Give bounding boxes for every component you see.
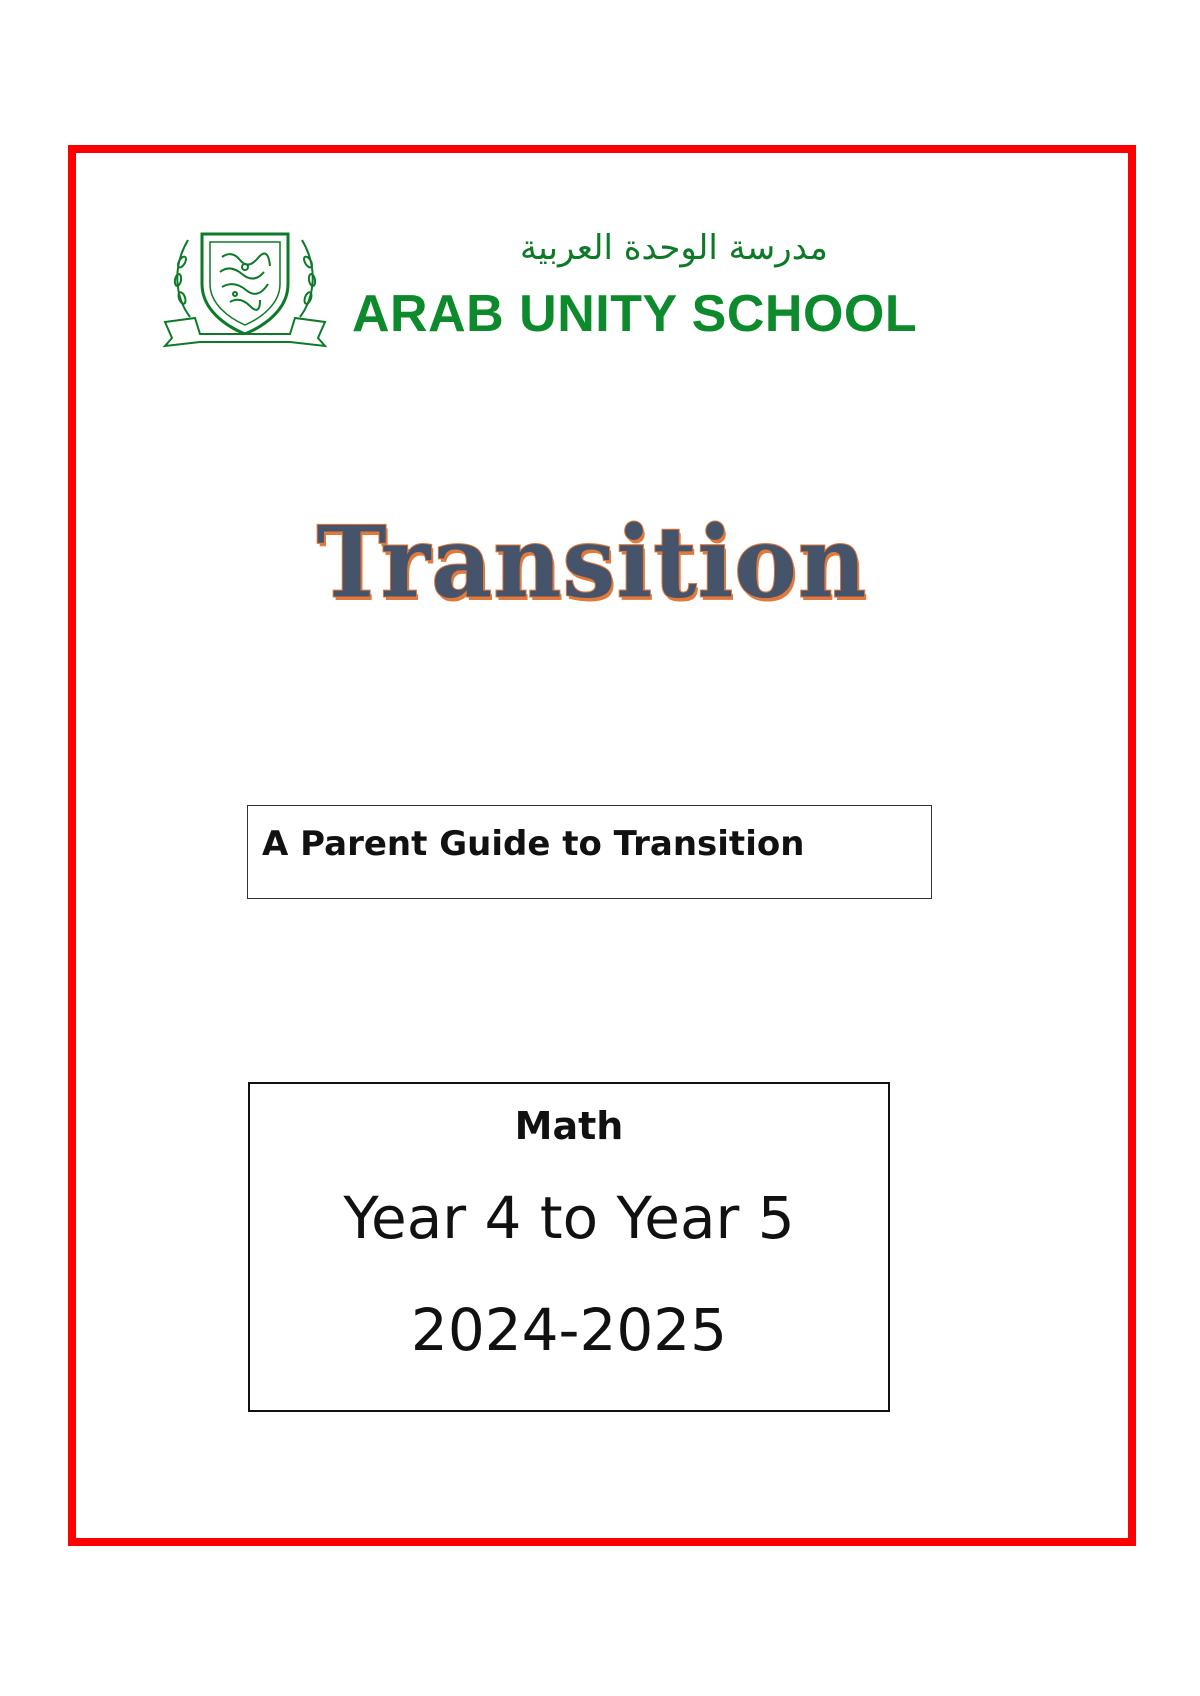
- subject-box: [248, 1082, 890, 1412]
- academic-year: 2024-2025: [410, 1296, 728, 1364]
- cover-title: Transition: [316, 505, 868, 621]
- guide-text: A Parent Guide to Transition: [262, 824, 805, 864]
- year-range: Year 4 to Year 5: [343, 1184, 795, 1252]
- school-crest-icon: [160, 222, 330, 350]
- guide-box: [247, 805, 932, 899]
- subject-label: Math: [514, 1104, 624, 1148]
- school-logo: [160, 222, 1040, 352]
- school-name-arabic: مدرسة الوحدة العربية: [520, 228, 828, 268]
- school-name-english: ARAB UNITY SCHOOL: [352, 285, 918, 343]
